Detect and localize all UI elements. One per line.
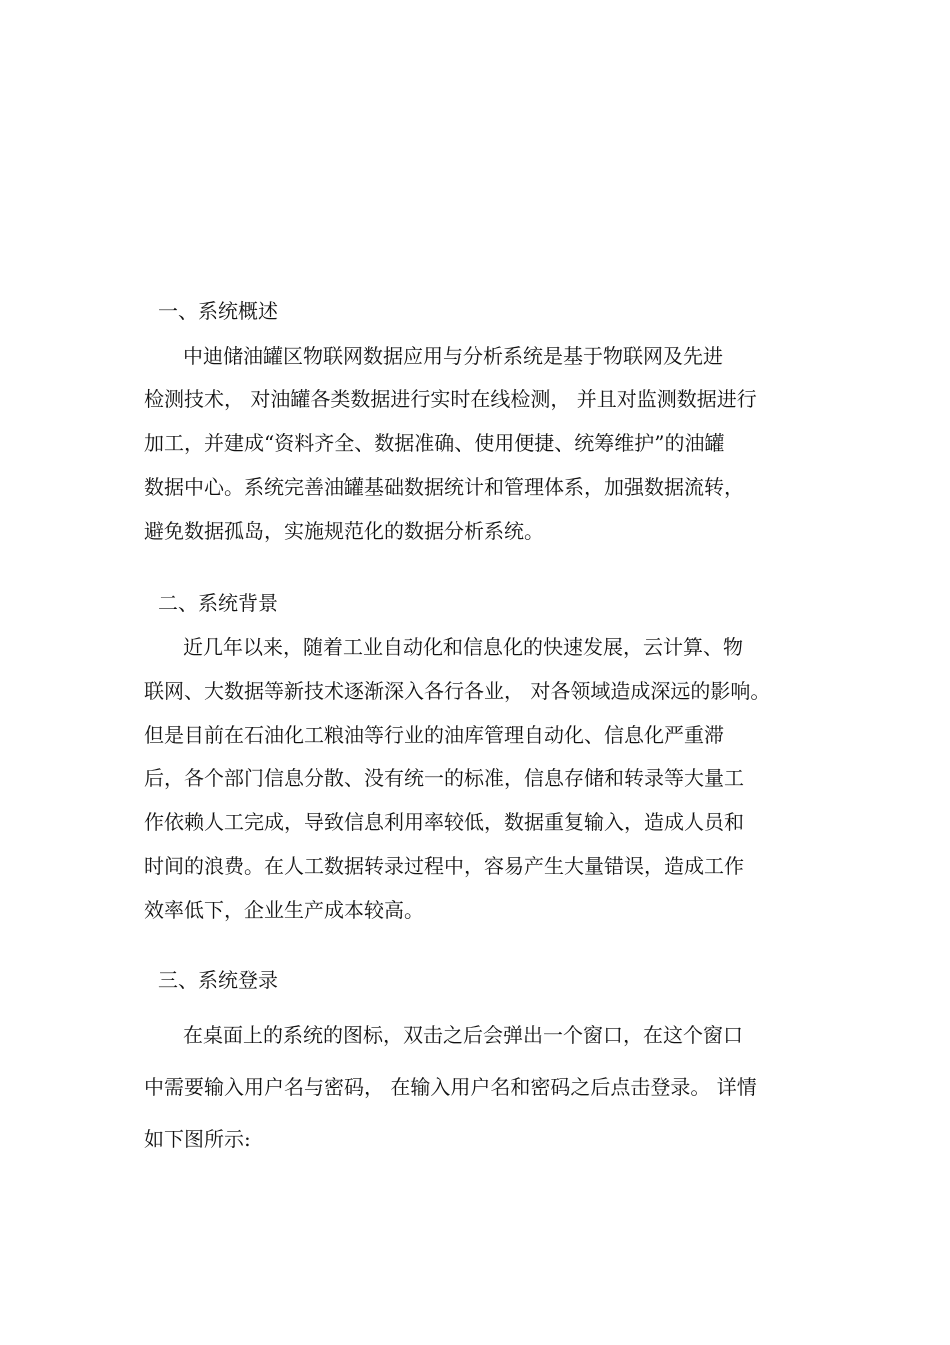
paragraph-line: 数据中心。系统完善油罐基础数据统计和管理体系，加强数据流转， bbox=[144, 475, 744, 499]
paragraph-line: 检测技术， 对油罐各类数据进行实时在线检测， 并且对监测数据进行 bbox=[144, 387, 757, 411]
paragraph-line: 在桌面上的系统的图标，双击之后会弹出一个窗口，在这个窗口 bbox=[183, 1023, 743, 1047]
paragraph-line: 后，各个部门信息分散、没有统一的标准，信息存储和转录等大量工 bbox=[144, 766, 744, 790]
paragraph-line: 作依赖人工完成，导致信息利用率较低，数据重复输入，造成人员和 bbox=[144, 810, 744, 834]
section-heading-login: 三、系统登录 bbox=[158, 968, 278, 992]
paragraph-line: 如下图所示: bbox=[144, 1127, 251, 1151]
paragraph-line: 但是目前在石油化工粮油等行业的油库管理自动化、信息化严重滞 bbox=[144, 723, 724, 747]
section-heading-background: 二、系统背景 bbox=[158, 591, 278, 615]
paragraph-line: 联网、大数据等新技术逐渐深入各行各业， 对各领域造成深远的影响。 bbox=[144, 679, 771, 703]
paragraph-line: 中迪储油罐区物联网数据应用与分析系统是基于物联网及先进 bbox=[183, 344, 723, 368]
paragraph-line: 中需要输入用户名与密码， 在输入用户名和密码之后点击登录。 详情 bbox=[144, 1075, 757, 1099]
paragraph-line: 避免数据孤岛，实施规范化的数据分析系统。 bbox=[144, 519, 544, 543]
section-heading-overview: 一、系统概述 bbox=[158, 299, 278, 323]
paragraph-line: 加工，并建成“资料齐全、数据准确、使用便捷、统筹维护”的油罐 bbox=[144, 431, 725, 455]
paragraph-line: 近几年以来，随着工业自动化和信息化的快速发展，云计算、物 bbox=[183, 635, 743, 659]
paragraph-line: 效率低下，企业生产成本较高。 bbox=[144, 898, 424, 922]
paragraph-line: 时间的浪费。在人工数据转录过程中，容易产生大量错误，造成工作 bbox=[144, 854, 744, 878]
